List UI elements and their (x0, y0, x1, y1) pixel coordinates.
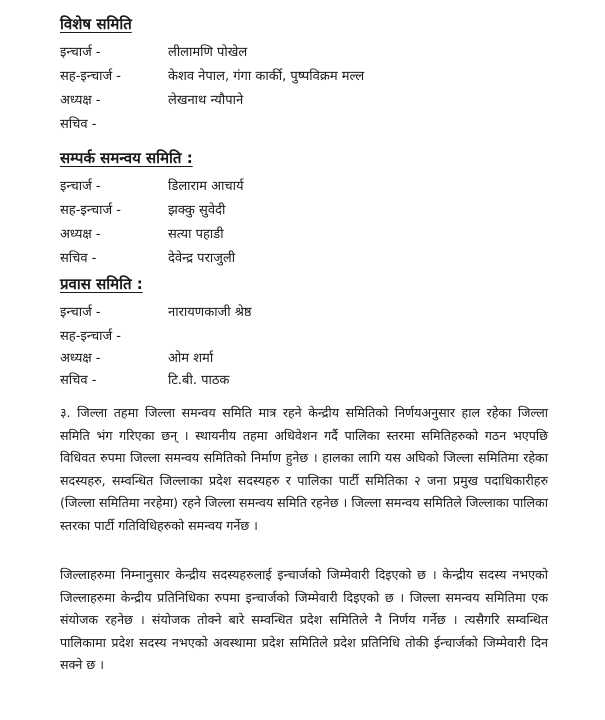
member-name: लेखनाथ न्यौपाने (168, 93, 244, 108)
special-chair-row (60, 90, 243, 108)
role-label: सचिव - (60, 373, 97, 388)
paragraph-district-coordination: ३. जिल्ला तहमा जिल्ला समन्वय समिति मात्र रहने केन्द्रीय समितिको निर्णयअनुसार हाल रहेका जिल्ला समिति भंग गरिएका छन् । स्थायनीय तहमा अधिवेशन गर्दै पालिका स्तरमा समितिहरुको गठन भएपछि विधिवत रुपमा जिल्ला समन्वय समितिको निर्माण हुनेछ । हालका लागि यस अघिको जिल्ला समितिमा रहेका सदस्यहरु, सम्वन्धित जिल्लाका प्रदेश सदस्यहरु र पालिका पार्टी समितिका २ जना प्रमुख पदाधिकारीहरु (जिल्ला समितिमा नरहेमा) रहने जिल्ला समन्वय समिति रहनेछ । जिल्ला समन्वय समितिले जिल्लाका पालिका स्तरका पार्टी गतिविधिहरुको समन्वय गर्नेछ । (60, 405, 548, 533)
contact-co-incharge-row (60, 200, 225, 218)
member-name: नारायणकाजी श्रेष्ठ (168, 305, 252, 320)
paragraph-district-incharge: जिल्लाहरुमा निम्नानुसार केन्द्रीय सदस्यहरुलाई इन्चार्जको जिम्मेवारी दिइएको छ । केन्द्रीय सदस्य नभएको जिल्लाहरुमा केन्द्रीय प्रतिनिधिका रुपमा इन्चार्जको जिम्मेवारी दिइएको छ । जिल्ला समन्वय समितिमा एक संयोजक रहनेछ । संयोजक तोक्ने बारे सम्वन्धित प्रदेश समितिले नै निर्णय गर्नेछ । त्यसैगरि सम्वन्धित पालिकामा प्रदेश सदस्य नभएको अवस्थामा प्रदेश समितिले प्रदेश प्रतिनिधि तोकी ईन्चार्जको जिम्मेवारी दिन सक्ने छ । (60, 567, 548, 672)
contact-secretary-row (60, 248, 235, 266)
role-label: सचिव - (60, 251, 97, 266)
role-label: अध्यक्ष - (60, 227, 101, 242)
tour-chair-row (60, 348, 213, 366)
section-title-tour-committee: प्रवास समिति : (60, 275, 143, 293)
member-name: देवेन्द्र पराजुली (168, 251, 236, 266)
member-name: डिलाराम आचार्य (168, 179, 244, 194)
special-secretary-row (60, 114, 168, 132)
contact-chair-row (60, 224, 224, 242)
role-label: अध्यक्ष - (60, 351, 101, 366)
special-co-incharge-row (60, 66, 364, 84)
contact-incharge-row (60, 176, 244, 194)
member-name: ओम शर्मा (168, 351, 214, 366)
section-title-contact-coordination-committee: सम्पर्क समन्वय समिति : (60, 149, 193, 167)
role-label: सह-इन्चार्ज - (60, 69, 121, 84)
role-label: सह-इन्चार्ज - (60, 329, 121, 344)
member-name: सत्या पहाडी (168, 227, 224, 242)
role-label: इन्चार्ज - (60, 305, 101, 320)
member-name: झक्कु सुवेदी (168, 203, 226, 218)
tour-secretary-row (60, 370, 229, 388)
role-label: सचिव - (60, 117, 97, 132)
tour-incharge-row (60, 302, 252, 320)
tour-co-incharge-row (60, 326, 168, 344)
section-title-special-committee: विशेष समिति (60, 15, 132, 33)
role-label: सह-इन्चार्ज - (60, 203, 121, 218)
member-name: टि.बी. पाठक (168, 373, 230, 388)
member-name: लीलामणि पोखेल (168, 45, 248, 60)
member-name: केशव नेपाल, गंगा कार्की, पुष्पविक्रम मल्ल (168, 69, 365, 84)
role-label: अध्यक्ष - (60, 93, 101, 108)
special-incharge-row (60, 42, 247, 60)
role-label: इन्चार्ज - (60, 45, 101, 60)
role-label: इन्चार्ज - (60, 179, 101, 194)
